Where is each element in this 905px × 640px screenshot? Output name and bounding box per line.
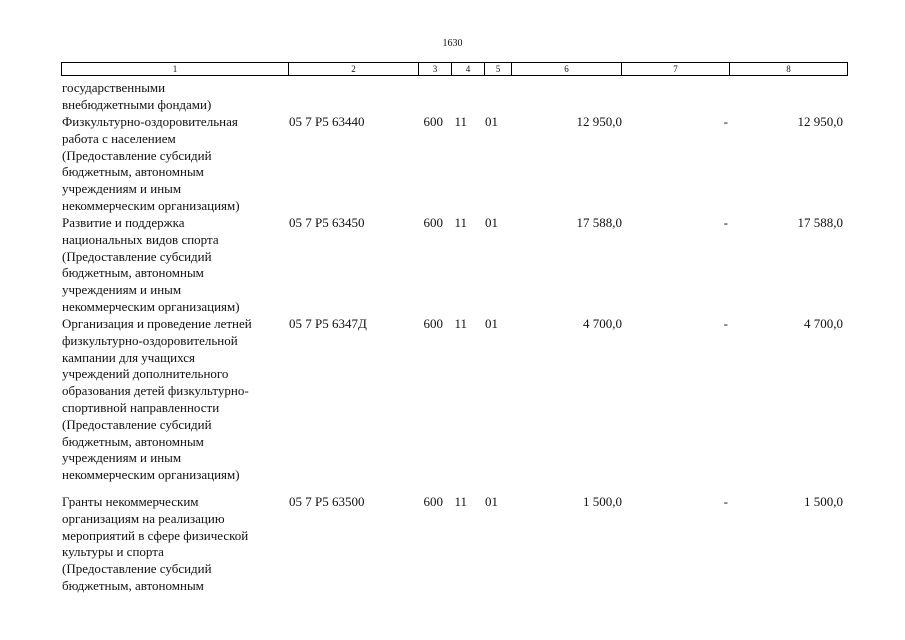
row-name-line: внебюджетными фондами) — [62, 96, 212, 112]
row-amount-col6: 12 950,0 — [576, 114, 622, 129]
header-col-2: 2 — [289, 63, 419, 75]
row-name-line: (Предоставление субсидий — [62, 248, 212, 264]
table-header — [61, 62, 848, 76]
row-name-line: (Предоставление субсидий — [62, 147, 212, 163]
row-section: 11 — [454, 215, 467, 230]
row-amount-col6: 1 500,0 — [583, 494, 622, 509]
row-name-line: культуры и спорта — [62, 544, 164, 560]
row-amount-col6: 4 700,0 — [583, 316, 622, 331]
row-name-line: образования детей физкультурно- — [62, 383, 249, 399]
row-name-line: учреждениям и иным — [62, 282, 182, 298]
header-col-8: 8 — [786, 64, 791, 74]
row-section: 11 — [454, 494, 467, 509]
row-subsection: 01 — [485, 215, 498, 230]
row-name-line: учреждений дополнительного — [62, 366, 229, 382]
row-name-line: организациям на реализацию — [62, 510, 225, 526]
row-name-line: Физкультурно-оздоровительная — [62, 114, 238, 129]
row-section: 11 — [454, 114, 467, 129]
header-col-4: 4 — [452, 63, 485, 75]
row-name-line: бюджетным, автономным — [62, 577, 204, 593]
row-name — [62, 80, 287, 114]
row-name — [62, 114, 287, 215]
row-expense-type: 600 — [423, 316, 443, 331]
row-expense-type: 600 — [423, 494, 443, 509]
row-subsection: 01 — [485, 114, 498, 129]
row-name-line: бюджетным, автономным — [62, 433, 204, 449]
row-subsection: 01 — [485, 494, 498, 509]
row-name-line: мероприятий в сфере физической — [62, 527, 249, 543]
row-amount-col7: - — [723, 316, 728, 331]
row-name-line: работа с населением — [62, 130, 176, 146]
row-amount-col7: - — [723, 114, 728, 129]
header-col-7: 7 — [622, 63, 730, 75]
row-name-line: физкультурно-оздоровительной — [62, 332, 238, 348]
row-expense-type: 600 — [423, 114, 443, 129]
header-col-6: 6 — [512, 63, 622, 75]
row-name — [62, 215, 287, 316]
row-csr-code: 05 7 Р5 63440 — [289, 114, 365, 129]
row-csr-code: 05 7 Р5 63450 — [289, 215, 365, 230]
row-name-line: учреждениям и иным — [62, 181, 182, 197]
row-expense-type: 600 — [423, 215, 443, 230]
row-name-line: (Предоставление субсидий — [62, 416, 212, 432]
page-number: 1630 — [442, 38, 463, 49]
row-name-line: национальных видов спорта — [62, 231, 219, 247]
header-col-1: 1 — [62, 63, 289, 75]
row-amount-col8: 17 588,0 — [797, 215, 843, 230]
row-name-line: государственными — [62, 80, 166, 95]
header-col-5: 5 — [485, 63, 512, 75]
row-section: 11 — [454, 316, 467, 331]
row-name-line: кампании для учащихся — [62, 349, 195, 365]
row-name — [62, 316, 287, 484]
row-amount-col7: - — [723, 494, 728, 509]
row-name-line: Организация и проведение летней — [62, 316, 252, 331]
row-name-line: Развитие и поддержка — [62, 215, 185, 230]
row-name — [62, 494, 287, 595]
row-amount-col8: 1 500,0 — [804, 494, 843, 509]
row-name-line: (Предоставление субсидий — [62, 561, 212, 577]
row-name-line: некоммерческим организациям) — [62, 298, 240, 314]
row-name-line: некоммерческим организациям) — [62, 467, 240, 483]
row-name-line: учреждениям и иным — [62, 450, 182, 466]
row-csr-code: 05 7 Р5 63500 — [289, 494, 365, 509]
table-body — [0, 80, 905, 640]
row-subsection: 01 — [485, 316, 498, 331]
row-amount-col8: 12 950,0 — [797, 114, 843, 129]
row-name-line: бюджетным, автономным — [62, 164, 204, 180]
row-name-line: бюджетным, автономным — [62, 265, 204, 281]
row-amount-col7: - — [723, 215, 728, 230]
row-csr-code: 05 7 Р5 6347Д — [289, 316, 367, 331]
row-amount-col6: 17 588,0 — [576, 215, 622, 230]
header-col-3: 3 — [419, 63, 452, 75]
row-name-line: некоммерческим организациям) — [62, 197, 240, 213]
row-name-line: Гранты некоммерческим — [62, 494, 199, 509]
row-name-line: спортивной направленности — [62, 399, 220, 415]
row-amount-col8: 4 700,0 — [804, 316, 843, 331]
